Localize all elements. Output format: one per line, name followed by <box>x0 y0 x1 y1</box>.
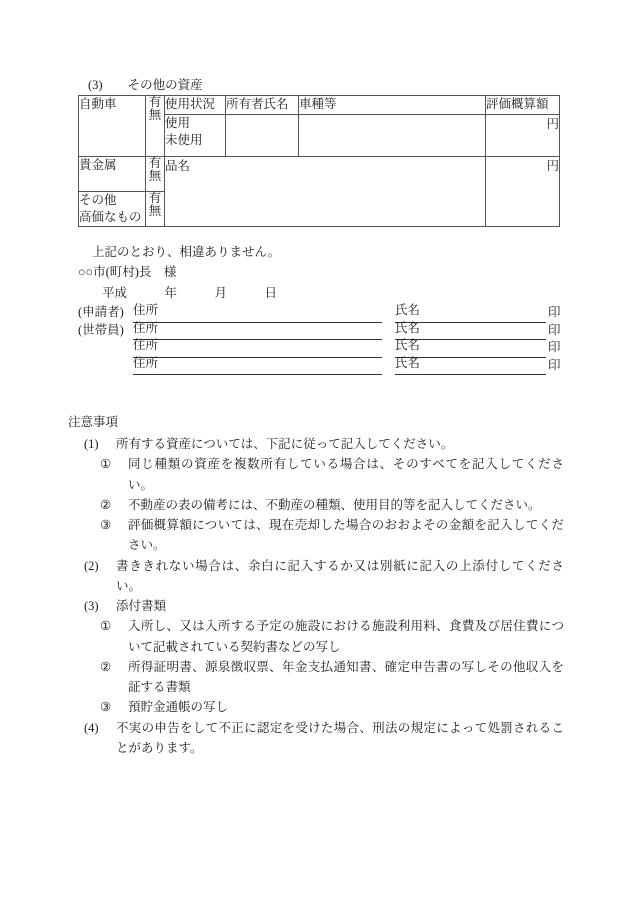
note-text: 評価概算額については、現在売却した場合のおおよその金額を記入してください。 <box>128 518 564 553</box>
cell-category-car <box>79 96 146 157</box>
other-assets-table <box>78 95 560 227</box>
address-input-applicant[interactable] <box>158 309 382 323</box>
notes-title: 注意事項 <box>68 415 119 429</box>
name-label-household-member-3: 氏名 <box>395 354 420 375</box>
cell-yesno-precious-metal[interactable] <box>146 157 165 192</box>
cell-category-other-valuables <box>79 192 146 227</box>
declaration-statement: 上記のとおり、相違ありません。 <box>92 245 281 259</box>
name-label-household-member-2: 氏名 <box>395 336 420 357</box>
note-text: 所有する資産については、下記に従って記入してください。 <box>116 437 454 451</box>
section-title: その他の資産 <box>127 78 203 92</box>
address-label-household-member-2: 住所 <box>133 336 158 357</box>
name-input-household-member-1[interactable] <box>420 326 546 340</box>
address-label-household-member-3: 住所 <box>133 354 158 375</box>
note-marker: ③ <box>100 700 112 715</box>
note-marker: (3) <box>84 599 99 613</box>
address-input-household-member-1[interactable] <box>158 326 382 340</box>
cell-yesno-car[interactable] <box>146 96 165 157</box>
seal-marker-household-member-1: 印 <box>548 322 561 337</box>
declaration-date-line[interactable]: 平成 年 月 日 <box>102 285 278 300</box>
usage-used-option[interactable]: 使用 <box>165 116 191 130</box>
category-label-other-line1: その他 <box>79 193 117 207</box>
note-marker: (4) <box>84 720 99 735</box>
address-input-household-member-2[interactable] <box>158 344 382 358</box>
header-estimated-value: 評価概算額 <box>486 96 560 115</box>
note-item <box>68 454 564 495</box>
note-text: 所得証明書、源泉徴収票、年金支払通知書、確定申告書の写しその他収入を証する書類 <box>128 659 564 694</box>
note-marker: (2) <box>84 558 99 573</box>
cell-yesno-other-valuables[interactable] <box>146 192 165 227</box>
name-input-household-member-3[interactable] <box>420 361 546 375</box>
note-marker: ② <box>100 497 112 512</box>
note-text: 入所し、又は入所する予定の施設における施設利用料、食費及び居住費について記載されている契約書などの写し <box>128 619 564 654</box>
section-heading <box>88 76 203 95</box>
seal-marker-applicant: 印 <box>548 305 561 320</box>
name-input-household-member-2[interactable] <box>420 344 546 358</box>
note-item <box>68 556 564 597</box>
notes-section <box>68 412 564 758</box>
cell-category-precious-metal <box>79 157 146 192</box>
note-marker: ① <box>100 457 112 472</box>
usage-unused-option[interactable]: 未使用 <box>165 132 203 147</box>
address-label-household-member-1: 住所 <box>133 319 158 340</box>
note-item <box>68 657 564 698</box>
address-input-household-member-3[interactable] <box>158 361 382 375</box>
note-text: 書ききれない場合は、余白に記入するか又は別紙に記入の上添付してください。 <box>116 558 564 593</box>
category-label-car: 自動車 <box>79 97 117 111</box>
signature-role-household-member-1: (世帯員) <box>78 322 124 337</box>
note-marker: ② <box>100 659 112 674</box>
header-vehicle-type: 車種等 <box>299 96 486 115</box>
no-option-car[interactable]: 無 <box>148 107 162 122</box>
note-item <box>68 718 564 759</box>
no-option-other-valuables[interactable]: 無 <box>148 203 162 218</box>
note-item <box>68 616 564 657</box>
note-text: 不実の申告をして不正に認定を受けた場合、刑法の規定によって処罰されることがあります。 <box>116 720 564 755</box>
table-header-row <box>79 96 560 115</box>
yes-option-precious-metal[interactable]: 有 <box>148 156 162 170</box>
section-number: (3) <box>88 78 103 92</box>
cell-estimated-value-car[interactable] <box>486 115 560 157</box>
cell-vehicle-type-car[interactable] <box>299 115 486 157</box>
currency-unit-valuables: 円 <box>546 159 559 173</box>
note-item <box>68 697 564 717</box>
note-text: 不動産の表の備考には、不動産の種類、使用目的等を記入してください。 <box>128 497 541 512</box>
no-option-precious-metal[interactable]: 無 <box>148 168 162 183</box>
name-label-applicant: 氏名 <box>395 301 420 322</box>
cell-estimated-value-valuables[interactable] <box>486 157 560 227</box>
note-marker: ③ <box>100 518 112 532</box>
name-label-household-member-1: 氏名 <box>395 319 420 340</box>
category-label-precious-metal: 貴金属 <box>79 158 117 172</box>
note-text: 預貯金通帳の写し <box>128 700 229 715</box>
note-item <box>68 434 564 454</box>
declaration-addressee: ○○市(町村)長 様 <box>78 265 177 280</box>
yes-option-other-valuables[interactable]: 有 <box>148 191 162 205</box>
note-text: 添付書類 <box>116 599 167 613</box>
note-item <box>68 515 564 556</box>
signature-block <box>78 303 561 375</box>
note-marker: ① <box>100 619 112 634</box>
name-input-applicant[interactable] <box>420 309 546 323</box>
yes-option-car[interactable]: 有 <box>148 95 162 109</box>
signature-row-household-member-3 <box>78 355 561 376</box>
note-item <box>68 596 564 616</box>
cell-usage-car[interactable] <box>165 115 226 157</box>
signature-role-applicant: (申請者) <box>78 305 124 320</box>
declaration-block <box>78 242 548 303</box>
note-marker: (1) <box>84 437 99 451</box>
header-owner-name: 所有者氏名 <box>226 96 299 115</box>
cell-owner-name-car[interactable] <box>226 115 299 157</box>
item-name-label: 品名 <box>165 159 191 173</box>
seal-marker-household-member-2: 印 <box>548 340 561 355</box>
cell-item-name-entry[interactable] <box>165 157 486 227</box>
address-label-applicant: 住所 <box>133 301 158 322</box>
note-text: 同じ種類の資産を複数所有している場合は、そのすべてを記入してください。 <box>128 457 564 492</box>
seal-marker-household-member-3: 印 <box>548 357 561 372</box>
note-item <box>68 495 564 515</box>
currency-unit-car: 円 <box>546 117 559 131</box>
category-label-other-line2: 高価なもの <box>79 209 142 224</box>
table-row-precious-metal <box>79 157 560 192</box>
header-usage-status: 使用状況 <box>165 96 226 115</box>
